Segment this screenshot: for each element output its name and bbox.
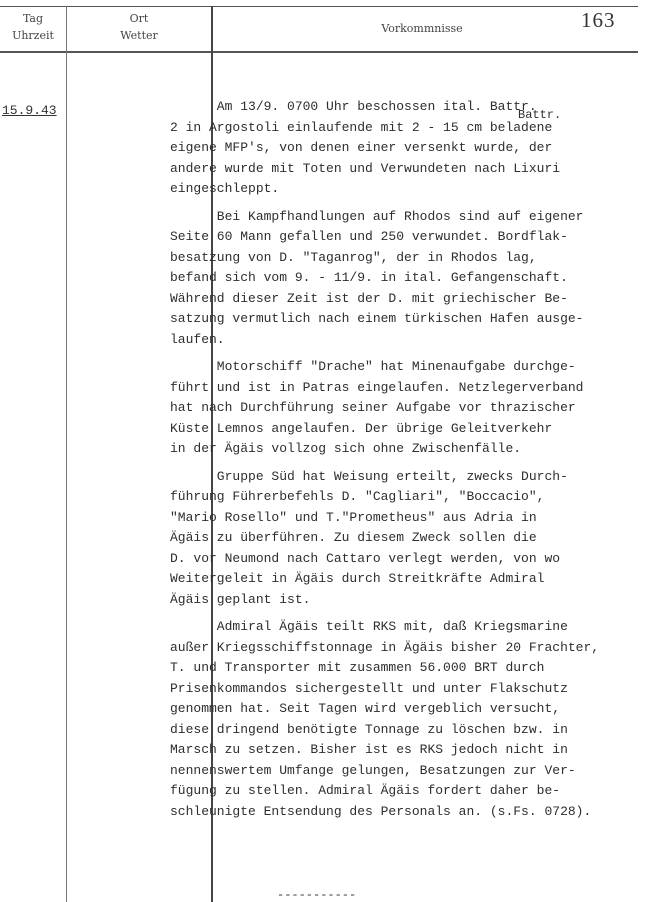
text-line: Ägäis geplant ist.	[170, 591, 311, 607]
text-line: nennenswertem Umfange gelungen, Besatzungen zur Ver-	[170, 762, 576, 778]
text-line: Weitergeleit in Ägäis durch Streitkräfte Admiral	[170, 571, 545, 586]
entry-date: 15.9.43	[2, 103, 57, 118]
text-line: hat nach Durchführung seiner Aufgabe vor thrazischer	[170, 400, 576, 415]
text-line: eingeschleppt.	[170, 181, 280, 196]
header-tag: Tag	[22, 12, 44, 25]
text-line: außer Kriegsschiffstonnage in Ägäis bisher 20 Frachter,	[170, 639, 600, 655]
text-line: Prisenkommandos sichergestellt und unter Flakschutz	[170, 680, 568, 696]
header-wetter: Wetter	[120, 29, 158, 42]
text-line: Ägäis zu überführen. Zu diesem Zweck sollen die	[170, 530, 537, 545]
text-line: Küste Lemnos angelaufen. Der übrige Geleitverkehr	[170, 420, 553, 436]
text-line: in der Ägäis vollzog sich ohne Zwischenfälle.	[170, 441, 522, 456]
text-line: "Mario Rosello" und T."Prometheus" aus Adria in	[170, 509, 537, 525]
text-line: Während dieser Zeit ist der D. mit griechischer Be-	[170, 290, 568, 306]
header-tag-uhrzeit	[0, 10, 66, 44]
text-line: Admiral Ägäis teilt RKS mit, daß Kriegsmarine	[170, 619, 568, 634]
header-bottom-rule	[0, 51, 638, 53]
paragraph-2	[170, 207, 665, 351]
header-ort-wetter	[67, 10, 211, 44]
header-ort: Ort	[129, 12, 149, 25]
header-top-rule	[0, 6, 638, 7]
text-line: besatzung von D. "Taganrog", der in Rhodos lag,	[170, 249, 537, 265]
text-line: satzung vermutlich nach einem türkischen Hafen ausge-	[170, 311, 584, 326]
text-line: Gruppe Süd hat Weisung erteilt, zwecks Durch-	[170, 468, 568, 484]
paragraph-1	[170, 97, 665, 200]
column-rule-1	[66, 6, 67, 902]
diary-entry-body	[170, 97, 665, 829]
text-line: Bei Kampfhandlungen auf Rhodos sind auf eigener	[170, 208, 584, 224]
text-line: diese dringend benötigte Tonnage zu löschen bzw. in	[170, 721, 568, 737]
text-line: andere wurde mit Toten und Verwundeten nach Lixuri	[170, 160, 561, 176]
paragraph-4	[170, 467, 665, 611]
header-uhrzeit: Uhrzeit	[12, 29, 54, 42]
text-line: Am 13/9. 0700 Uhr beschossen ital. Battr.	[170, 99, 537, 114]
text-line: Seite 60 Mann gefallen und 250 verwundet. Bordflak-	[170, 229, 568, 244]
text-line: eigene MFP's, von denen einer versenkt wurde, der	[170, 140, 553, 155]
text-line: befand sich vom 9. - 11/9. in ital. Gefangenschaft.	[170, 270, 568, 285]
paragraph-3	[170, 357, 665, 460]
text-line: Marsch zu setzen. Bisher ist es RKS jedoch nicht in	[170, 742, 568, 757]
text-line: 2 in Argostoli einlaufende mit 2 - 15 cm beladene	[170, 119, 553, 135]
text-line: führung Führerbefehls D. "Cagliari", "Boccacio",	[170, 489, 545, 504]
closing-dash-rule: -----------	[277, 888, 357, 902]
page-number: 163	[581, 8, 616, 32]
text-line: genommen hat. Seit Tagen wird vergeblich versucht,	[170, 701, 561, 716]
text-line: D. vor Neumond nach Cattaro verlegt werden, von wo	[170, 550, 561, 566]
text-line: laufen.	[170, 331, 225, 347]
handwritten-insertion: Battr.	[518, 108, 562, 122]
text-line: schleunigte Entsendung des Personals an. (s.Fs. 0728).	[170, 803, 592, 819]
text-line: Motorschiff "Drache" hat Minenaufgabe durchge-	[170, 359, 576, 374]
text-line: fügung zu stellen. Admiral Ägäis fordert daher be-	[170, 783, 561, 798]
header-vorkommnisse: Vorkommnisse	[381, 22, 463, 35]
paragraph-5	[170, 617, 665, 822]
text-line: T. und Transporter mit zusammen 56.000 BRT durch	[170, 660, 545, 675]
text-line: führt und ist in Patras eingelaufen. Netzlegerverband	[170, 379, 584, 395]
